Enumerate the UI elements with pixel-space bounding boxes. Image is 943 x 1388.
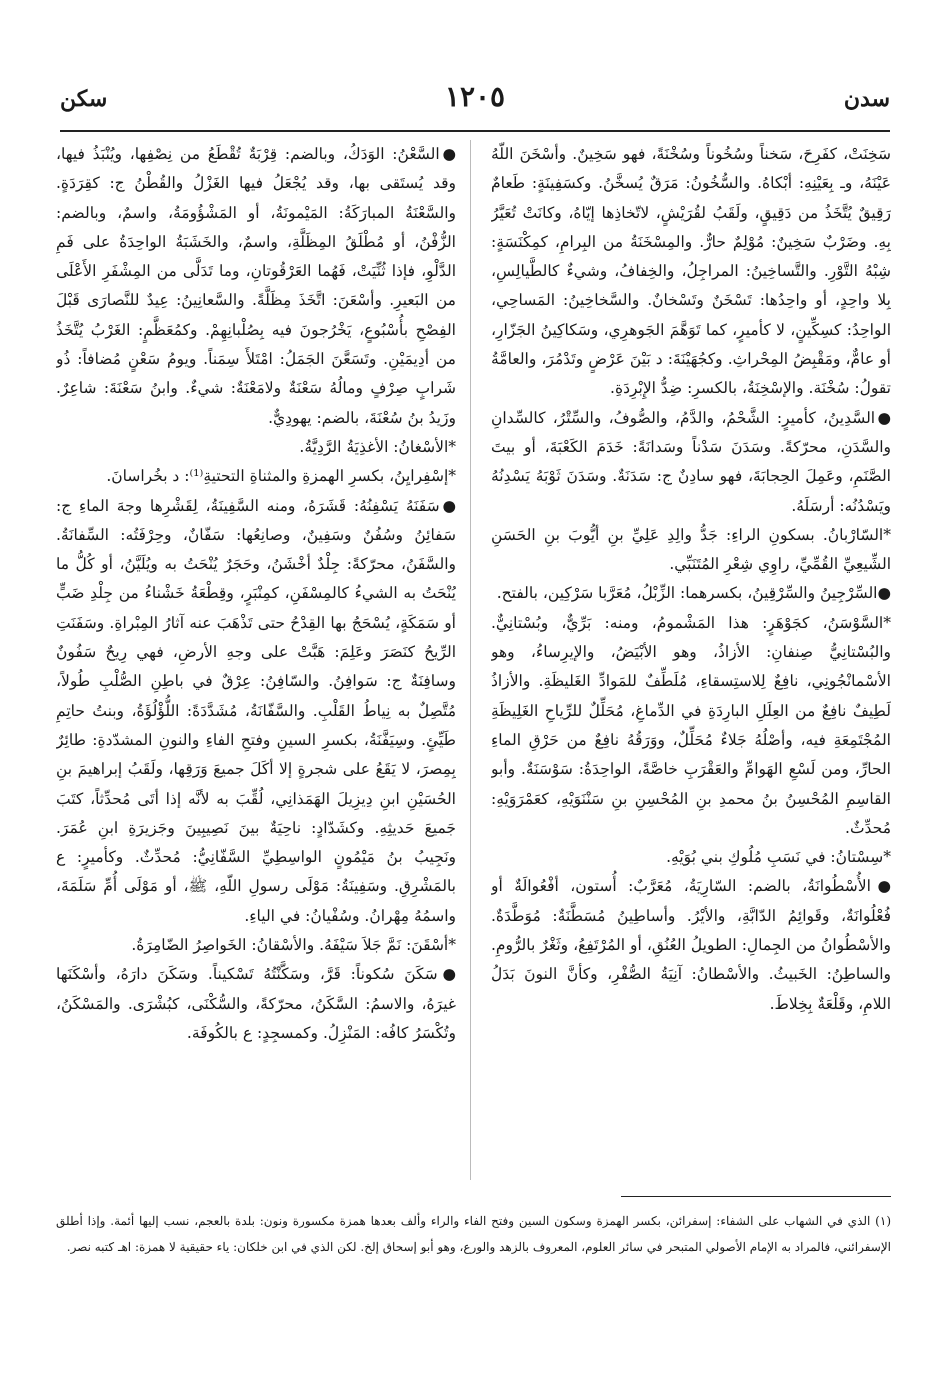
entry-sistan: *سِسْتانُ: في نَسَبِ مُلُوكِ بني بُوَيْهِ.	[666, 848, 891, 867]
page-header	[60, 80, 890, 126]
entry-sirjin: ●السِّرْجِينُ والسِّرْقِينُ، بكسرهما: الزِّبْلُ، مُعَرَّبا سَرْكِين، بالفتح.	[496, 584, 891, 603]
entry-saan: ●السَّعْنُ: الوَدَكُ، وبالضم: قِرْبَةٌ تُقْطَعُ من نِصْفِها، ويُنْبَذُ فيها، وقد يُستَقى بها، وقد يُجْعَلُ فيها الغَزْلُ والقُطْنُ ج: كقِرَدَةٍ. والسَّعْنَةُ المبارَكَةُ: المَيْمونَةُ، أو المَشْؤُومَةُ، واسمٌ، وبالضم: الزُّفْنُ، أو مُطْلَقُ المِظَلَّةِ، واسمٌ، والخَشَبَةُ الواحِدَةُ على فَمِ الدَّلْوِ، فإذا ثُنِّيَتْ، فَهُما العَرْقُوتانِ، وما تَدَلَّى من المِشْفَرِ الأَعْلَى من البَعيرِ. وأسْعَنَ: اتَّخَذَ مِظَلَّةً. والسَّعانِينُ: عِيدٌ للنَّصارَى قَبْلَ الفِصْحِ بأُسْبُوعٍ، يَخْرُجونَ فيه بِصُلْبانِهِمْ. وكمُعَظَّمٍ: الغَرْبُ يُتَّخَذُ من أدِيمَيْنِ. وتَسَعَّنَ الجَمَلُ: امْتَلأَ سِمَناً. ويومُ سَعْنٍ مُضافاً: ذُو شَرابٍ صِرْفٍ ومالُهُ سَعْنَةٌ ولامَعْنَةٌ: شيءٌ. وابنُ سَعْنَةَ: شاعِرٌ. وزَيدُ بنُ سُعْنَةَ، بالضم: يهودِيٌّ.	[56, 145, 456, 427]
column-divider	[470, 140, 471, 1180]
entry-sakan: ●سَكَنَ سُكوناً: قَرَّ، وسَكَّنْتُهُ تَسْكيناً. وسَكَنَ دارَهُ، وأسْكَنَها غيرَهُ، والاسمُ: السَّكَنُ، محرّكةً، والسُّكْنَى، كبُشْرَى. والمَسْكَنُ، وتُكْسَرُ كافُه: المَنْزِلُ. وكمسجِدٍ: ع بالكُوفَة.	[56, 965, 456, 1042]
footnote-rule	[621, 1196, 891, 1197]
entry-asqan: *أسْقَنَ: نَمَّ جَلاَ سَيْفَهُ. والأسْقانُ: الخَواصِرُ الضّامِرَةُ.	[131, 936, 456, 955]
entry-sarban: *السّارْبانُ. بسكونِ الراءِ: جَدُّ والِدِ عَلِيِّ بنِ أيُّوبَ بنِ الحَسَنِ الشِّيعِيِّ القُمِّيِّ، راوِي شِعْرِ المُتَنَبِّي.	[491, 525, 891, 574]
footnote-text: (١) الذي في الشهاب على الشفاء: إسفرائن، بكسر الهمزة وسكون السين وفتح الفاء والراء وألف بعدها همزة مكسورة ونون: بلدة بالعجم، نسب إليها أئمة. وإذا أطلق الإسفرائني، فالمراد به الإمام الأصولي المتبحر في سائر العلوم، المعروف بالزهد والورع، وهو أبو إسحاق إلخ. لكن الذي في ابن خلكان: ياء حقيقية لا همزة: اهـ كتبه نصر.	[56, 1214, 891, 1254]
footnote	[56, 1208, 891, 1260]
right-column	[491, 140, 891, 1180]
left-column	[56, 140, 456, 1180]
entry-safan: ●سَفَنَهُ يَسْفِنُهُ: قَشَرَهُ، ومنه السَّفِينَةُ، لِقَشْرِها وجهَ الماءِ ج: سَفائِنُ وسُفُنٌ وسَفِينٌ، وصانِعُها: سَفّانٌ، وحِرْفَتُه: السِّفانَةُ. والسَّفَنُ، محرّكةً: جِلْدٌ أخْشَنُ، وحَجَرٌ يُنْحَتُ به ويُلَيَّنُ، أو كُلُّ ما يُنْحَتُ به الشيءُ كالمِسْفَنِ، كمِنْبَرٍ، وقِطْعَةُ خَشْناءُ من جِلْدِ ضَبٍّ أو سَمَكَةٍ، يُسْحَجُ بها القِدْحُ حتى تَذْهَبَ عنه آثارُ المِبْراةِ. وسَفَنَتِ الرِّيحُ كنَصَرَ وعَلِمَ: هَبَّتْ على وجهِ الأرضِ، فهي رِيحٌ سَفُونٌ وسافِنَةٌ ج: سَوافِنُ. والسّافِنُ: عِرْقٌ في باطِنِ الصُّلْبِ طُولاً، مُتَّصِلٌ به نِياطُ القَلْبِ. والسَّفّانَةُ، مُشَدَّدَةً: اللُّؤْلُؤَةُ، وبنتُ حاتِمِ طَيِّئٍ. وسِيَفَّنَةُ، بكسرِ السينِ وفتحِ الفاءِ والنونِ المشدّدةِ: طائِرٌ بِمِصرَ، لا يَقَعُ على شجرةٍ إلا أكَلَ جميعَ وَرَقِها، ولَقَبُ إبراهيمَ بنِ الحُسَيْنِ ابنِ دِيزِيلَ الهَمَذانِي، لُقِّبَ به لأنَّه إذا أتَى مُحدِّثاً، كتَبَ جَميعَ حَديثِهِ. وكشَدّادٍ: ناحِيَةٌ بينَ نَصِيبِينَ وجَزيرَةِ ابنِ عُمَرَ. ونَجِيبُ بنُ مَيْمُونٍ الواسِطِيِّ السَّفّانِيُّ: مُحدِّثٌ. وكأميرٍ: ع بالمَشْرِقِ. وسَفِينَةُ: مَوْلَى رسولِ اللّهِ، ﷺ، أو مَوْلَى أُمِّ سَلَمَةَ، واسمُهُ مِهْرانُ. وسُفْيانُ: في الياءِ.	[56, 496, 456, 925]
entry-asghan: *الأسْغانُ: الأغذِيَةُ الرَّدِيَّةُ.	[299, 437, 456, 456]
entry-sadan: ●السَّدِينُ، كأميرٍ: الشَّحْمُ، والدَّمُ، والصُّوفُ، والسِّتْرُ، كالسِّدانِ والسَّدَنِ، محرّكةً. وسَدَنَ سَدْناً وسَدانَةً: خَدَمَ الكَعْبَةَ، أو بيتَ الصَّنَمِ، وعَمِلَ الحِجابَةَ، فهو سادِنٌ ج: سَدَنَةٌ. وسَدَنَ ثَوْبَهُ يَسْدِنُهُ ويَسْدُنُه: أرسَلَهُ.	[491, 408, 891, 515]
entry-isfarayin: *إسْفِرايِنُ، بكسرِ الهمزةِ والمثناةِ التحتيةِ⁽¹⁾: د بخُراسانَ.	[106, 467, 456, 486]
entry-ustuwana: ●الأُسْطُوانَةُ، بالضم: السّارِيَةُ، مُعَرَّبٌ: أُستون، أفْعُوالَةٌ أو فُعْلُوانَةٌ، وقَوائِمُ الدّابَّةِ، والأيْرُ. وأساطِينُ مُسَطَّنَةٌ: مُوَطَّدَةٌ. والأسْطُوانُ من الجِمالِ: الطويلُ العُنُقِ، أو المُرْتَفِعُ، وثَغْرٌ بالرُّومِ. والساطِنُ: الخَبيثُ. والأسْطانُ: آنِيَةُ الصُّفْرِ، وكأنَّ النونَ بَدَلُ اللامِ، وقَلْعَةٌ بِخِلاطَ.	[491, 877, 891, 1013]
header-root-right: سدن	[843, 86, 890, 112]
entry-sawsan: *السَّوْسَنُ، كجَوْهَرٍ: هذا المَشْمومُ، ومنه: بَرِّيٌّ، وبُسْتانِيٌّ. والبُسْتانِيُّ صِنفانِ: الأزاذُ، وهو الأبْيَضُ، والإيرِساءُ، وهو الأسْمانْجُونِي، نافِعٌ لِلاستِسقاءِ، مُلَطِّفٌ للمَوادِّ الغَليظَةِ. والأزاذُ لَطِيفٌ نافِعٌ من العِلَلِ البارِدَةِ في الدِّماغِ، مُحَلِّلٌ للرِّياحِ الغَلِيظَةِ المُجْتَمِعَةِ فيه، وأصْلُهُ جَلاءٌ مُحَلِّلٌ، ووَرَقُهُ نافِعٌ من حَرْقِ الماءِ الحارِّ، ومن لَسْعِ الهَوامِّ والعَقْرَبِ خاصَّةً، الواحِدَةُ: سَوْسَنَةٌ. وأبو القاسِمِ المُحْسِنُ بنُ محمدِ بنِ المُحْسِنِ بنِ سَنْنَوَيْهِ، كعَمْرَوَيْهِ: مُحدِّثٌ.	[491, 613, 891, 837]
page-number: ١٢٠٥	[444, 80, 506, 113]
header-rule	[60, 130, 890, 132]
entry-sakhan: سَخِنَتْ، كفَرِحَ، سَخناً وسُخُوناً وسُخْنَةً، فهو سَخِينٌ. وأسْخَنَ اللّهُ عَيْنَهُ، وـ بِعَيْنِهِ: أبْكاهُ. والسُّخُونُ: مَرَقٌ يُسخَّنُ. وكسَفِينَةٍ: طَعامٌ رَقِيقٌ يُتَّخَذُ من دَقِيقٍ، ولَقَبُ لقُرَيْشٍ، لاتّخاذِها إيّاهُ، وكانَتْ تُعَيَّرُ بِهِ. وضَرْبٌ سَخِينٌ: مُوْلِمٌ حارٌّ. والمِسْخَنَةُ من البِرامِ، كمِكْنَسَةٍ: شِبْهُ التَّوْرِ. والتَّساخِينُ: المراجِلُ، والخِفافُ، وشيءٌ كالطَّيالِسِ، بِلا واحِدٍ، أو واحِدُها: تَسْخَنٌ وتَسْخانٌ. والسَّخاخِينُ: المَساحِي، الواحِدُ: كسِكِّينٍ، لا كأميرٍ، كما تَوَهَّمَ الجَوهرِي، وسَكاكِينُ الجَزّارِ، أو عامٌّ، ومَقْبِضُ المِحْراثِ. وكجُهَيْنَةَ: د بَيْنَ عَرْضٍ وتَدْمُرَ، والعامَّةُ تقولُ: سُخْنَة. والإسْخِنَةُ، بالكسرِ: ضِدُّ الإِبْرِدَةِ.	[491, 145, 891, 398]
header-root-left: سكن	[60, 86, 108, 112]
